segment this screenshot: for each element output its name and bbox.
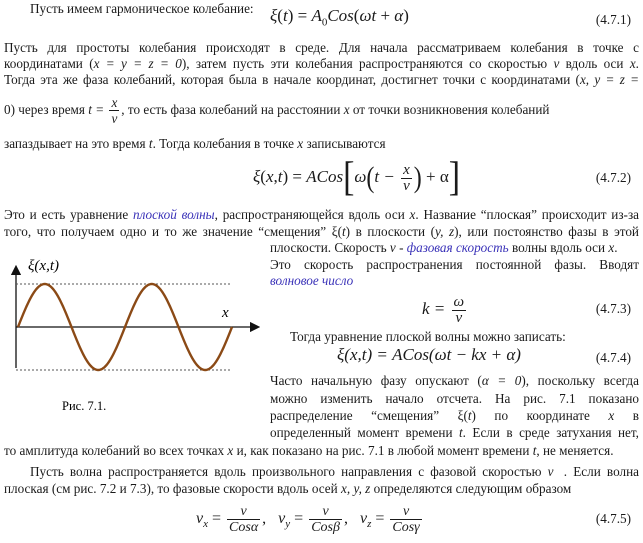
paragraph-intro: Пусть имеем гармоническое колебание: bbox=[30, 1, 254, 16]
paragraph-line: можно изменить начало отсчета. На рис. 7.1 показано bbox=[270, 391, 639, 406]
equation-number-4-7-4: (4.7.4) bbox=[595, 350, 631, 365]
formula-4-7-5: $v_x$ = $\frac{v}{\text{Cosα}}$ , $v_y$ = $\frac{v}{\text{Cosβ}}$ , $v_z$ = $\frac{v}{\text{Cosγ}}$ bbox=[196, 503, 420, 535]
y-axis-label: ξ(x,t) bbox=[28, 258, 59, 274]
fraction-x-over-v: $\frac{x}{v}$ bbox=[111, 95, 118, 127]
paragraph-line: Это скорость распространения постоянной фазы. Вводят bbox=[270, 257, 639, 272]
paragraph-line: Часто начальную фазу опускают (α = 0), поскольку всегда bbox=[270, 373, 639, 388]
paragraph-line: то амплитуда колебаний во всех точках x и, как показано на рис. 7.1 в любой момент времени t, не меняется. bbox=[4, 443, 614, 458]
paragraph-line: того, что получаем одно и то же значение “смещения” ξ(t) в плоскости (y, z), или постоянство фазы в этой bbox=[4, 224, 639, 239]
equation-number-4-7-3: (4.7.3) bbox=[595, 301, 631, 316]
link-plane-wave[interactable]: плоской волны bbox=[133, 207, 215, 222]
paragraph-line: плоская (см рис. 7.2 и 7.3), то фазовые скорости вдоль осей x, y, z определяются следующим образом bbox=[4, 481, 572, 496]
paragraph-line: Пусть волна распространяется вдоль произвольного направления с фазовой скоростью v⃗. Если волна bbox=[30, 464, 639, 479]
link-wave-number[interactable]: волновое число bbox=[270, 273, 354, 288]
formula-4-7-3: k = $\frac{\omega}{v}$ bbox=[422, 293, 465, 326]
paragraph-line: Пусть для простоты колебания происходят в среде. Для начала рассматриваем колебания в точке с bbox=[4, 40, 639, 55]
paragraph-line: определенный момент времени t. Если в среде затухания нет, bbox=[270, 425, 639, 440]
equation-number-4-7-5: (4.7.5) bbox=[595, 511, 631, 526]
paragraph-line: запаздывает на это время t. Тогда колебания в точке x записываются bbox=[4, 136, 386, 151]
paragraph-line bbox=[270, 273, 639, 288]
formula-4-7-2: ξ(x,t) = ACos[ω(t − $\frac{x}{v}$ ) + α] bbox=[253, 155, 461, 200]
paragraph-line: Это и есть уравнение плоской волны, распространяющейся вдоль оси x. Название “плоская” происходит из-за bbox=[4, 207, 640, 222]
equation-number-4-7-2: (4.7.2) bbox=[595, 170, 631, 185]
figure-wave bbox=[0, 250, 262, 430]
link-phase-velocity[interactable]: фазовая скорость bbox=[406, 240, 509, 255]
figure-caption: Рис. 7.1. bbox=[62, 399, 107, 413]
paragraph-line: Тогда эта же фаза колебаний, которая была в начале координат, достигнет точки с координатами (x, y = z = bbox=[4, 72, 640, 87]
paragraph-line: координатами (x = y = z = 0), затем пусть эти колебания распространяются со скоростью v вдоль оси x. bbox=[4, 56, 639, 71]
paragraph-line: плоскости. Скорость v - фазовая скорость волны вдоль оси x. bbox=[270, 240, 618, 255]
paragraph-line: Тогда уравнение плоской волны можно записать: bbox=[290, 329, 566, 344]
formula-4-7-4: ξ(x,t) = ACos(ωt − kx + α) bbox=[337, 345, 521, 364]
formula-4-7-1: $\xi(t) = A_0Cos(\omega t + \alpha)$ bbox=[270, 6, 409, 29]
x-axis-label: x bbox=[222, 305, 229, 321]
equation-number-4-7-1: (4.7.1) bbox=[595, 12, 631, 27]
paragraph-line: распределение “смещения” ξ(t) по координате x в bbox=[270, 408, 639, 423]
paragraph-line-with-fraction: 0) через время t = $\frac{x}{v}$ , то есть фаза колебаний на расстоянии x от точки возникновения колебаний bbox=[4, 95, 550, 127]
